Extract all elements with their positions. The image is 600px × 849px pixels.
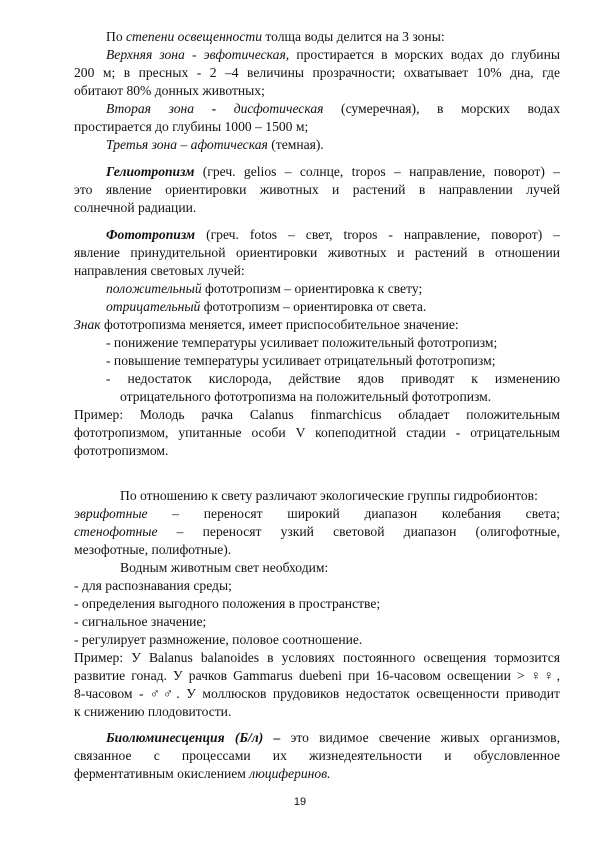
phototropism-sign-line: Знак фототропизма меняется, имеет приспособительное значение: xyxy=(74,317,459,332)
example-line: развитие гонад. У рачков Gammarus duebeni при 16-часовом освещении > ♀♀, xyxy=(74,668,560,683)
phototropism-positive: положительный фототропизм – ориентировка к свету; xyxy=(106,281,423,296)
zones-third-line: Третья зона – афотическая (темная). xyxy=(106,137,324,152)
list-item: - повышение температуры усиливает отрицательный фототропизм; xyxy=(106,353,496,368)
example-line: к снижению плодовитости. xyxy=(74,704,232,719)
zones-second-line: Вторая зона - дисфотическая (сумеречная), в морских водах xyxy=(106,101,560,116)
phototropism-negative: отрицательный фототропизм – ориентировка от света. xyxy=(106,299,427,314)
groups-line: мезофотные, полифотные). xyxy=(74,542,232,557)
list-item-continuation: отрицательного фототропизма на положительный фототропизм. xyxy=(120,389,492,404)
zones-text-line: обитают 80% донных животных; xyxy=(74,83,265,98)
heliotropism-heading-line: Гелиотропизм (греч. gelios – солнце, tropos – направление, поворот) – xyxy=(106,164,560,179)
heliotropism-line: это явление ориентировки животных и растений в направлении лучей xyxy=(74,182,560,197)
bioluminescence-line: ферментативным окислением люциферинов. xyxy=(74,766,331,781)
list-item: - регулирует размножение, половое соотношение. xyxy=(74,632,363,647)
bioluminescence-line: связанное с процессами их жизнедеятельности и обусловленное xyxy=(74,748,560,763)
groups-line: эврифотные – переносят широкий диапазон колебания света; xyxy=(74,506,560,521)
bioluminescence-term: Биолюминесценция (Б/л) – xyxy=(106,730,281,745)
list-item: - понижение температуры усиливает положительный фототропизм; xyxy=(106,335,498,350)
groups-intro-line: По отношению к свету различают экологические группы гидробионтов: xyxy=(120,488,538,503)
example-line: фототропизмом, упитанные особи V копеподитной стадии - отрицательным xyxy=(74,425,560,440)
example-line: 8-часовом - ♂♂. У моллюсков прудовиков недостаток освещенности приводит xyxy=(74,686,560,701)
list-item: - для распознавания среды; xyxy=(74,578,232,593)
phototropism-line: направления световых лучей: xyxy=(74,263,245,278)
bioluminescence-heading-line: Биолюминесценция (Б/л) – это видимое свечение живых организмов, xyxy=(106,730,560,745)
zones-intro-line: По степени освещенности толща воды делится на 3 зоны: xyxy=(106,29,445,44)
list-item: - сигнальное значение; xyxy=(74,614,207,629)
phototropism-term: Фототропизм xyxy=(106,227,196,242)
page-number: 19 xyxy=(293,796,307,808)
example-line: Пример: Молодь рачка Calanus finmarchicus обладает положительным xyxy=(74,407,560,422)
list-item: - недостаток кислорода, действие ядов приводят к изменению xyxy=(106,371,560,386)
need-intro-line: Водным животным свет необходим: xyxy=(120,560,329,575)
heliotropism-term: Гелиотропизм xyxy=(106,164,195,179)
zones-text-line: простирается до глубины 1000 – 1500 м; xyxy=(74,119,309,134)
phototropism-heading-line: Фототропизм (греч. fotos – свет, tropos - направление, поворот) – xyxy=(106,227,560,242)
example-line: фототропизмом. xyxy=(74,443,169,458)
phototropism-line: явление принудительной ориентировки животных и растений в отношении xyxy=(74,245,560,260)
heliotropism-line: солнечной радиации. xyxy=(74,200,197,215)
list-item: - определения выгодного положения в пространстве; xyxy=(74,596,381,611)
example-line: Пример: У Balanus balanoides в условиях постоянного освещения тормозится xyxy=(74,650,560,665)
zones-upper-line: Верхняя зона - эвфотическая, простирается в морских водах до глубины xyxy=(106,47,560,62)
zones-text-line: 200 м; в пресных - 2 –4 величины прозрачности; охватывает 10% дна, где xyxy=(74,65,560,80)
groups-line: стенофотные – переносят узкий световой диапазон (олигофотные, xyxy=(74,524,560,539)
